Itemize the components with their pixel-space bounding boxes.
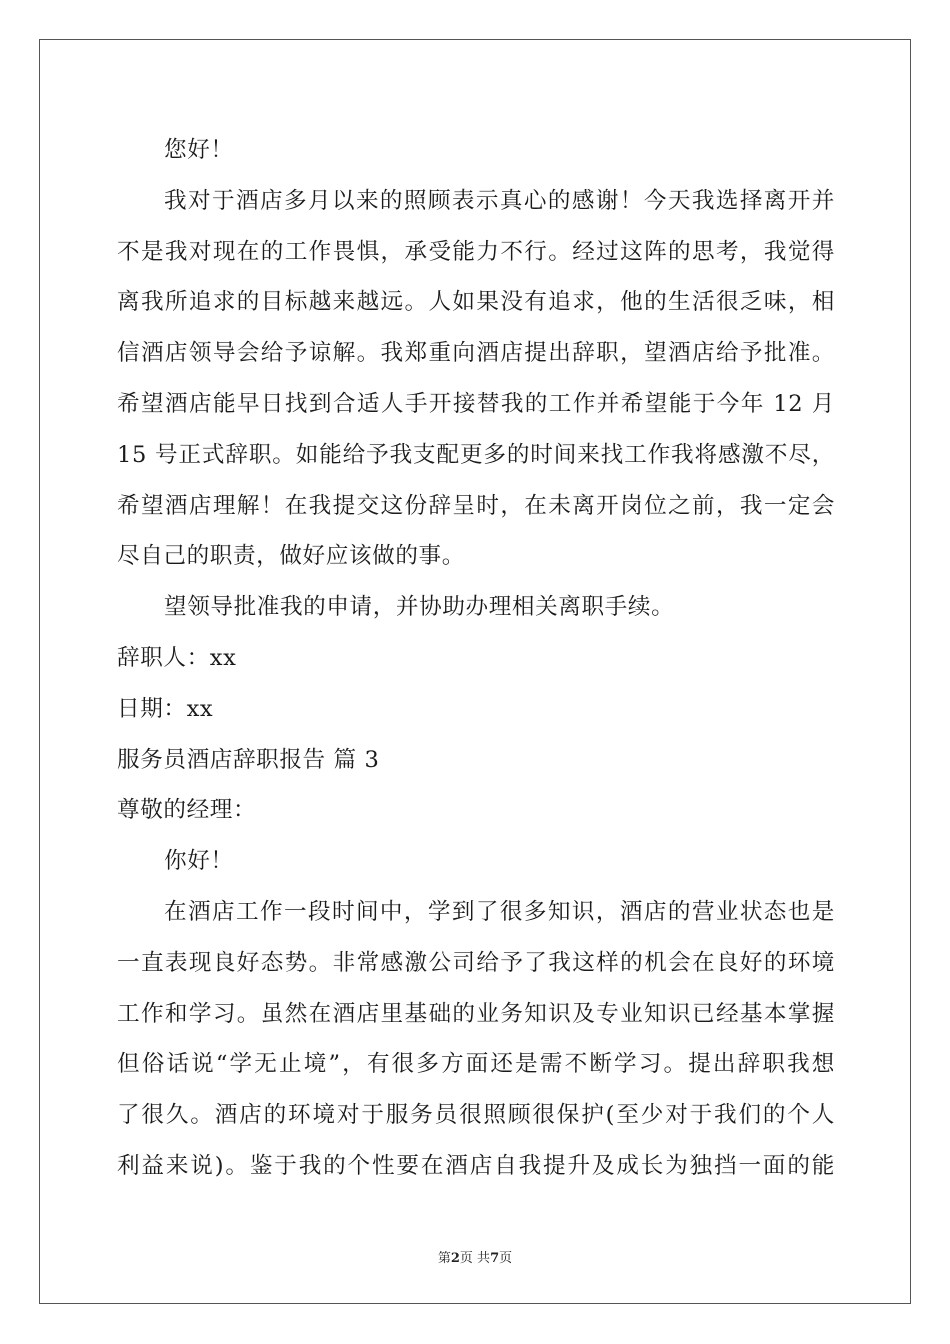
text-line: 日期：xx <box>117 695 214 722</box>
text-line: 一直表现良好态势。非常感激公司给予了我这样的机会在良好的环境 <box>117 949 835 976</box>
footer-page-number: 2 <box>450 1251 460 1266</box>
text-line: 但俗话说“学无止境”，有很多方面还是需不断学习。提出辞职我想 <box>117 1051 835 1078</box>
text-line: 利益来说)。鉴于我的个性要在酒店自我提升及成长为独挡一面的能 <box>117 1152 835 1179</box>
text-line: 我对于酒店多月以来的照顾表示真心的感谢！今天我选择离开并 <box>164 187 835 214</box>
text-line: 离我所追求的目标越来越远。人如果没有追求，他的生活很乏味，相 <box>117 289 835 316</box>
page-footer <box>0 1247 950 1266</box>
text-line: 尊敬的经理： <box>117 797 257 824</box>
text-line: 你好！ <box>164 848 234 875</box>
text-line: 望领导批准我的申请，并协助办理相关离职手续。 <box>164 594 675 621</box>
text-line: 15 号正式辞职。如能给予我支配更多的时间来找工作我将感激不尽， <box>117 441 835 468</box>
text-line: 了很久。酒店的环境对于服务员很照顾很保护(至少对于我们的个人 <box>117 1102 835 1129</box>
text-line: 服务员酒店辞职报告 篇 3 <box>117 746 380 773</box>
text-line: 希望酒店能早日找到合适人手开接替我的工作并希望能于今年 12 月 <box>117 390 835 417</box>
text-line: 在酒店工作一段时间中，学到了很多知识，酒店的营业状态也是 <box>164 898 835 925</box>
text-line: 辞职人：xx <box>117 644 237 671</box>
footer-suffix: 页 <box>499 1251 513 1266</box>
text-line: 不是我对现在的工作畏惧，承受能力不行。经过这阵的思考，我觉得 <box>117 238 835 265</box>
text-line: 尽自己的职责，做好应该做的事。 <box>117 543 465 570</box>
text-line: 您好！ <box>164 137 234 163</box>
text-line: 信酒店领导会给予谅解。我郑重向酒店提出辞职，望酒店给予批准。 <box>117 340 835 367</box>
text-line: 希望酒店理解！在我提交这份辞呈时，在未离开岗位之前，我一定会 <box>117 492 835 519</box>
text-line: 工作和学习。虽然在酒店里基础的业务知识及专业知识已经基本掌握 <box>117 1000 835 1027</box>
footer-total-pages: 7 <box>490 1251 500 1266</box>
footer-middle: 页 共 <box>459 1251 491 1266</box>
document-body <box>117 125 835 1192</box>
footer-prefix: 第 <box>437 1251 451 1266</box>
